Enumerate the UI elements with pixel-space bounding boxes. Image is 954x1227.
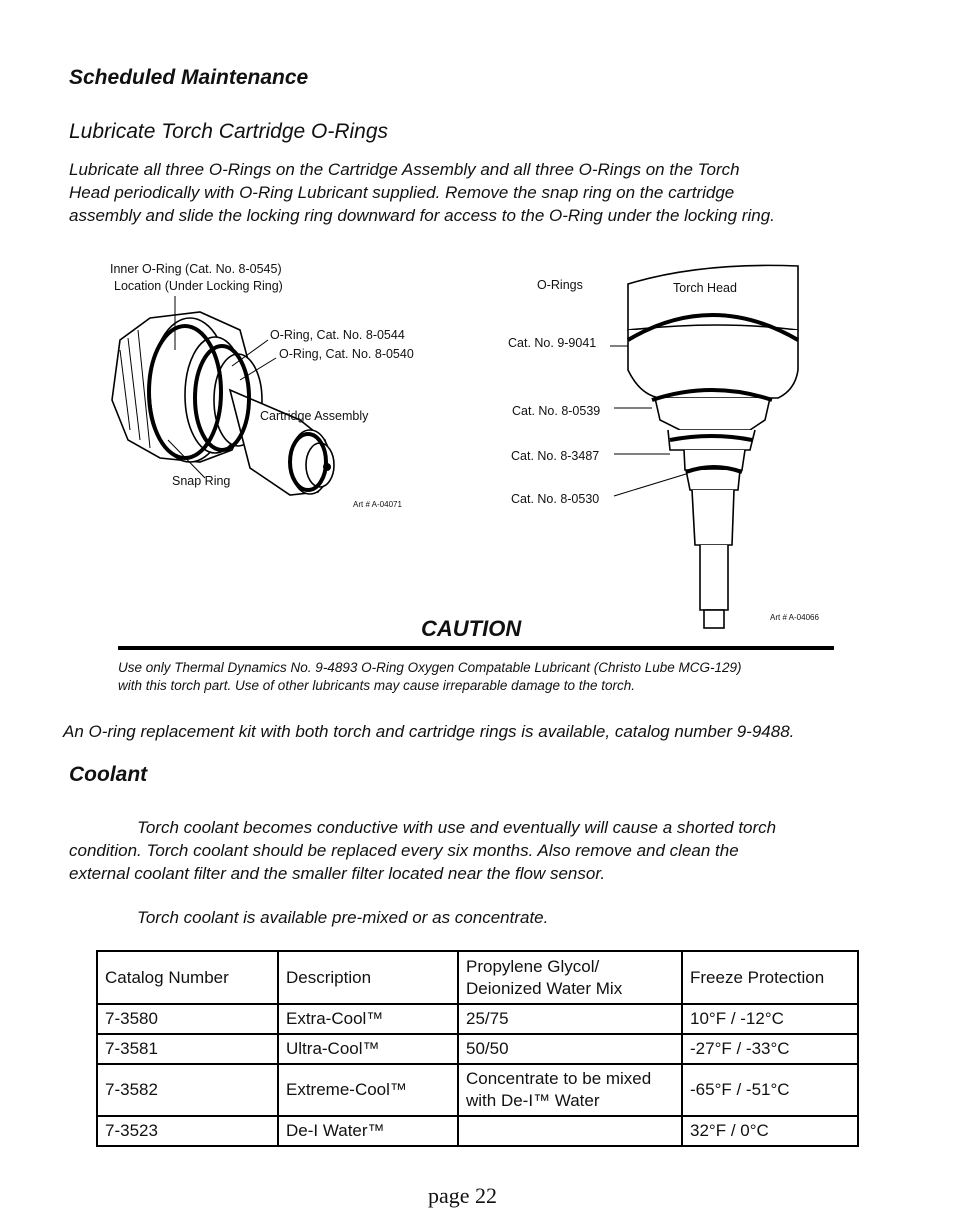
cell-description: Ultra-Cool™ [278, 1034, 458, 1064]
header-catalog-number: Catalog Number [97, 951, 278, 1004]
label-oring-8-0544: O-Ring, Cat. No. 8-0544 [270, 328, 405, 342]
cell-mix: 50/50 [458, 1034, 682, 1064]
header-description: Description [278, 951, 458, 1004]
intro-line: assembly and slide the locking ring downward for access to the O-Ring under the locking ring. [69, 206, 775, 225]
table-row [97, 1064, 858, 1116]
cell-mix: Concentrate to be mixed with De-I™ Water [458, 1064, 682, 1116]
label-o-rings: O-Rings [537, 278, 583, 292]
table-row [97, 1004, 858, 1034]
cell-catalog: 7-3580 [97, 1004, 278, 1034]
page-number: page 22 [428, 1183, 498, 1208]
coolant-table [96, 950, 859, 1147]
cell-description: Extra-Cool™ [278, 1004, 458, 1034]
cell-catalog: 7-3523 [97, 1116, 278, 1146]
table-header-row [97, 951, 858, 1004]
label-cat-8-0539: Cat. No. 8-0539 [512, 404, 601, 418]
caution-line: with this torch part. Use of other lubricants may cause irreparable damage to the torch. [118, 678, 636, 693]
caution-text [118, 659, 848, 695]
table-row [97, 1116, 858, 1146]
header-glycol-mix [458, 951, 682, 1004]
caution-line: Use only Thermal Dynamics No. 9-4893 O-Ring Oxygen Compatable Lubricant (Christo Lube MCG-129) [118, 660, 742, 675]
label-inner-oring: Inner O-Ring (Cat. No. 8-0545) [110, 262, 282, 276]
cell-catalog: 7-3582 [97, 1064, 278, 1116]
cell-freeze: -27°F / -33°C [682, 1034, 858, 1064]
cell-freeze: 32°F / 0°C [682, 1116, 858, 1146]
coolant-line: external coolant filter and the smaller filter located near the flow sensor. [69, 864, 606, 883]
label-torch-head: Torch Head [673, 281, 737, 295]
label-snap-ring: Snap Ring [172, 474, 231, 488]
coolant-availability: Torch coolant is available pre-mixed or as concentrate. [137, 908, 549, 927]
cell-description: Extreme-Cool™ [278, 1064, 458, 1116]
intro-line: Lubricate all three O-Rings on the Cartridge Assembly and all three O-Rings on the Torch [69, 160, 740, 179]
subsection-title: Lubricate Torch Cartridge O-Rings [69, 120, 389, 143]
label-inner-oring-location: Location (Under Locking Ring) [114, 279, 283, 293]
cell-freeze: -65°F / -51°C [682, 1064, 858, 1116]
table-row [97, 1034, 858, 1064]
art-number-left: Art # A-04071 [353, 500, 402, 509]
label-cat-8-0530: Cat. No. 8-0530 [511, 492, 600, 506]
label-cat-8-3487: Cat. No. 8-3487 [511, 449, 600, 463]
section-title: Scheduled Maintenance [69, 66, 309, 89]
header-glycol-mix-text: Propylene Glycol/ Deionized Water Mix [466, 956, 623, 998]
cell-description: De-I Water™ [278, 1116, 458, 1146]
coolant-paragraph [69, 816, 889, 885]
coolant-line: Torch coolant becomes conductive with use and eventually will cause a shorted torch [137, 818, 777, 837]
art-number-right: Art # A-04066 [770, 613, 819, 622]
label-oring-8-0540: O-Ring, Cat. No. 8-0540 [279, 347, 414, 361]
kit-note: An O-ring replacement kit with both torch and cartridge rings is available, catalog number 9-9488. [63, 722, 795, 741]
header-freeze-protection: Freeze Protection [682, 951, 858, 1004]
coolant-line: condition. Torch coolant should be replaced every six months. Also remove and clean the [69, 841, 739, 860]
label-cat-9-9041: Cat. No. 9-9041 [508, 336, 597, 350]
caution-divider [118, 646, 834, 650]
coolant-title: Coolant [69, 763, 148, 786]
caution-title: CAUTION [421, 616, 522, 641]
label-cartridge-assembly: Cartridge Assembly [260, 409, 369, 423]
cell-freeze: 10°F / -12°C [682, 1004, 858, 1034]
intro-line: Head periodically with O-Ring Lubricant supplied. Remove the snap ring on the cartridge [69, 183, 735, 202]
cell-mix [458, 1116, 682, 1146]
cell-catalog: 7-3581 [97, 1034, 278, 1064]
cell-mix: 25/75 [458, 1004, 682, 1034]
